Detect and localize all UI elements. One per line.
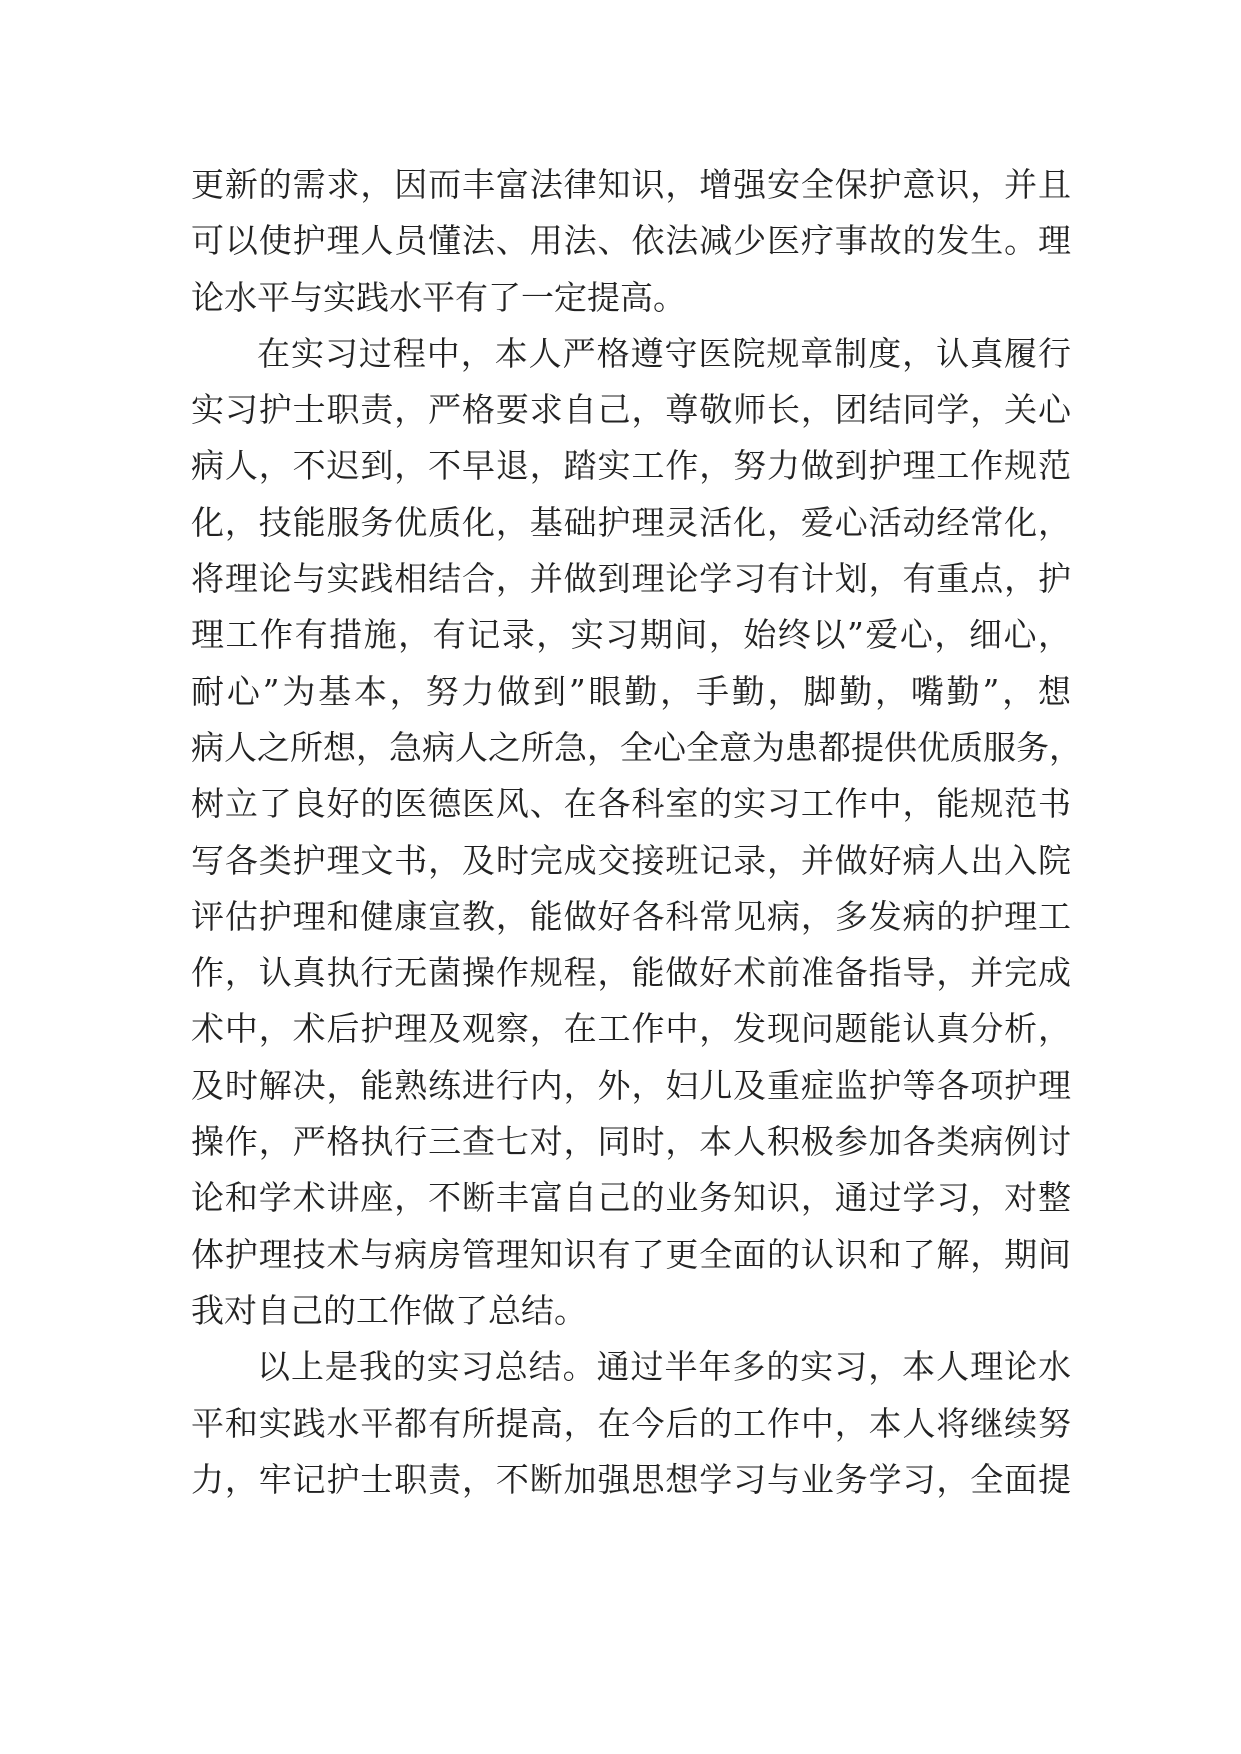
text-line: 术中，术后护理及观察，在工作中，发现问题能认真分析， [191,1009,1071,1049]
document-body [191,157,1082,1508]
text-line: 在实习过程中，本人严格遵守医院规章制度，认真履行 [257,333,1071,373]
text-line: 平和实践水平都有所提高，在今后的工作中，本人将继续努 [191,1403,1071,1443]
text-line: 我对自己的工作做了总结。 [191,1290,587,1330]
text-line: 实习护士职责，严格要求自己，尊敬师长，团结同学，关心 [191,390,1071,430]
text-line: 操作，严格执行三查七对，同时，本人积极参加各类病例讨 [191,1122,1071,1162]
text-line: 更新的需求，因而丰富法律知识，增强安全保护意识，并且 [191,165,1071,204]
text-line: 作，认真执行无菌操作规程，能做好术前准备指导，并完成 [191,953,1071,993]
text-line: 可以使护理人员懂法、用法、依法减少医疗事故的发生。理 [191,221,1071,261]
text-line: 理工作有措施，有记录，实习期间，始终以”爱心，细心， [191,615,1071,655]
text-line: 力，牢记护士职责，不断加强思想学习与业务学习，全面提 [191,1459,1071,1499]
text-line: 树立了良好的医德医风、在各科室的实习工作中，能规范书 [191,784,1071,824]
text-line: 耐心”为基本，努力做到”眼勤，手勤，脚勤，嘴勤”，想 [191,671,1071,711]
text-line: 病人之所想，急病人之所急，全心全意为患都提供优质服务， [191,727,1082,767]
text-line: 论水平与实践水平有了一定提高。 [191,277,686,317]
text-line: 以上是我的实习总结。通过半年多的实习，本人理论水 [257,1347,1071,1387]
text-line: 将理论与实践相结合，并做到理论学习有计划，有重点，护 [191,559,1071,599]
paragraph-legal-awareness [191,157,1071,326]
text-line: 评估护理和健康宣教，能做好各科常见病，多发病的护理工 [191,896,1071,936]
paragraph-internship-conduct [191,326,1082,1339]
text-line: 写各类护理文书，及时完成交接班记录，并做好病人出入院 [191,840,1071,880]
text-line: 论和学术讲座，不断丰富自己的业务知识，通过学习，对整 [191,1178,1071,1218]
text-line: 及时解决，能熟练进行内，外，妇儿及重症监护等各项护理 [191,1065,1071,1105]
text-line: 体护理技术与病房管理知识有了更全面的认识和了解，期间 [191,1234,1071,1274]
text-line: 化，技能服务优质化，基础护理灵活化，爱心活动经常化， [191,502,1071,542]
paragraph-summary [191,1339,1071,1508]
text-line: 病人，不迟到，不早退，踏实工作，努力做到护理工作规范 [191,446,1071,486]
